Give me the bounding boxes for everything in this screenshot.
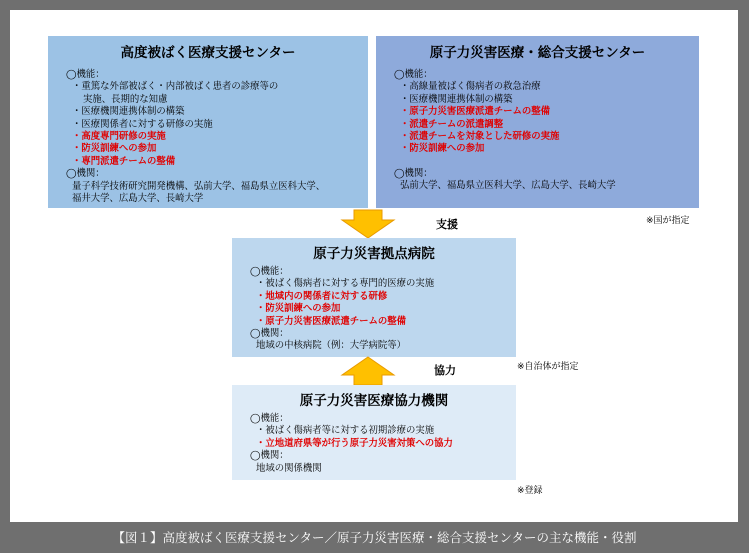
- down-arrow-icon: [340, 209, 396, 239]
- function-item: ・医療関係者に対する研修の実施: [72, 118, 213, 130]
- general-support-center-box: [376, 36, 699, 208]
- box-body: [66, 69, 362, 205]
- note-local: ※自治体が指定: [517, 362, 579, 372]
- function-item-highlight: ・防災訓練への参加: [72, 143, 157, 155]
- function-item-highlight: ・派遣チームを対象とした研修の実施: [400, 131, 560, 143]
- function-item-highlight: ・地域内の関係者に対する研修: [256, 290, 388, 302]
- diagram-frame: [10, 10, 738, 522]
- cooperation-institution-box: [232, 385, 516, 480]
- box-title: 原子力災害医療・総合支援センター: [429, 45, 646, 61]
- function-item-highlight: ・高度専門研修の実施: [72, 131, 166, 143]
- note-national: ※国が指定: [646, 216, 690, 226]
- spacer: [394, 156, 693, 168]
- organization-list: 福井大学、広島大学、長崎大学: [72, 193, 204, 205]
- function-item: ・医療機関連携体制の構築: [72, 106, 185, 118]
- box-title: 原子力災害医療協力機関: [299, 393, 449, 409]
- function-item-highlight: ・派遣チームの派遣調整: [400, 118, 504, 130]
- up-arrow-icon: [340, 356, 396, 386]
- organization-list: 量子科学技術研究開発機構、弘前大学、福島県立医科大学、: [72, 180, 326, 192]
- organization-heading: ◯機関：: [250, 450, 289, 462]
- function-item-highlight: ・防災訓練への参加: [400, 143, 485, 155]
- organization-list: 弘前大学、福島県立医科大学、広島大学、長崎大学: [400, 180, 616, 192]
- organization-heading: ◯機関：: [394, 167, 433, 179]
- box-body: [250, 413, 510, 475]
- organization-heading: ◯機関：: [250, 328, 289, 340]
- function-item: 実施、長期的な知慮: [83, 93, 168, 105]
- base-hospital-box: [232, 238, 516, 357]
- advanced-support-center-box: [48, 36, 368, 208]
- function-item: ・被ばく傷病者等に対する初期診療の実施: [256, 425, 435, 437]
- function-item-highlight: ・防災訓練への参加: [256, 303, 341, 315]
- box-body: [394, 69, 693, 193]
- note-register: ※登録: [517, 486, 543, 496]
- support-label: 支援: [436, 218, 458, 231]
- function-heading: ◯機能：: [250, 266, 289, 277]
- figure-caption: 【図１】高度被ばく医療支援センター／原子力災害医療・総合支援センターの主な機能・役割: [112, 530, 637, 545]
- function-item: ・被ばく傷病者に対する専門的医療の実施: [256, 278, 435, 290]
- function-item-highlight: ・専門派遣チームの整備: [72, 155, 176, 167]
- cooperation-label: 協力: [434, 364, 456, 377]
- box-title: 原子力災害拠点病院: [313, 246, 435, 262]
- function-item: ・高線量被ばく傷病者の救急治療: [400, 81, 541, 93]
- function-item: ・重篤な外部被ばく・内部被ばく患者の診療等の: [72, 81, 279, 93]
- function-item-highlight: ・原子力災害医療派遣チームの整備: [400, 106, 551, 118]
- function-heading: ◯機能：: [250, 413, 289, 424]
- function-heading: ◯機能：: [394, 69, 433, 80]
- function-item-highlight: ・立地道府県等が行う原子力災害対策への協力: [256, 437, 453, 449]
- organization-heading: ◯機関：: [66, 168, 105, 180]
- box-body: [250, 266, 510, 353]
- function-item: ・医療機関連携体制の構築: [400, 93, 513, 105]
- function-heading: ◯機能：: [66, 69, 105, 80]
- function-item-highlight: ・原子力災害医療派遣チームの整備: [256, 315, 407, 327]
- organization-list: 地域の中核病院（例：大学病院等）: [256, 340, 407, 352]
- box-title: 高度被ばく医療支援センター: [120, 45, 296, 61]
- organization-list: 地域の関係機関: [256, 462, 322, 474]
